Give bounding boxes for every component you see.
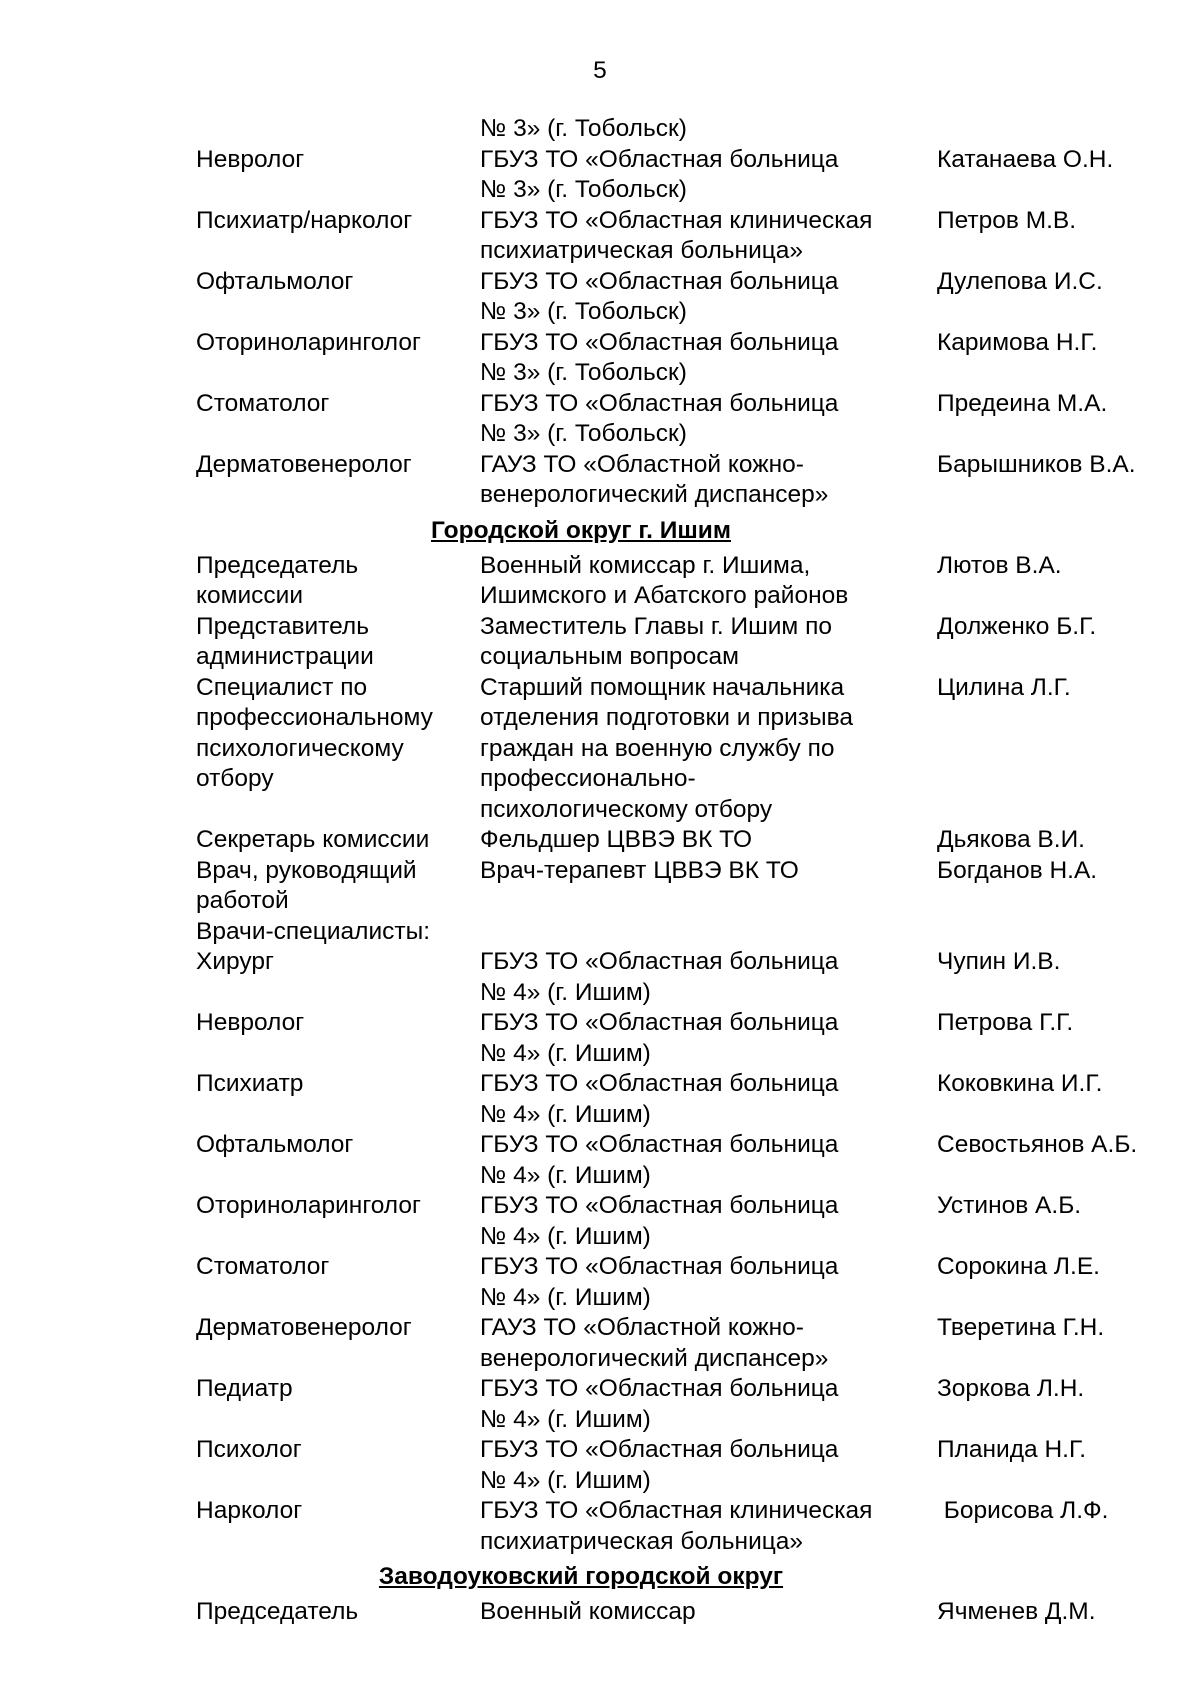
organization-line: № 3» (г. Тобольск) — [480, 420, 687, 447]
organization-cell — [480, 1496, 937, 1557]
table-row — [196, 1597, 1176, 1628]
person-name: Петров М.В. — [937, 206, 1077, 234]
organization-line: Старший помощник начальника — [480, 673, 845, 701]
person-name: Зоркова Л.Н. — [937, 1375, 1085, 1402]
organization-line: ГБУЗ ТО «Областная больница — [480, 145, 839, 173]
organization-line: венерологический диспансер» — [480, 481, 829, 508]
table-row — [196, 947, 1176, 1008]
table-row — [196, 450, 1176, 511]
organization-cell — [480, 145, 937, 206]
specialists-label-row — [196, 917, 1176, 948]
table-row — [196, 673, 1176, 826]
role-line: Секретарь комиссии — [196, 826, 430, 853]
organization-cell — [480, 1008, 937, 1069]
section-heading-ishim: Городской округ г. Ишим — [431, 516, 731, 544]
table-row — [196, 206, 1176, 267]
role-cell — [196, 450, 480, 481]
organization-line: ГБУЗ ТО «Областная больница — [480, 1131, 839, 1158]
table-row — [196, 1374, 1176, 1435]
role-line: Стоматолог — [196, 389, 330, 417]
organization-line: Военный комиссар — [480, 1598, 696, 1625]
table-row — [196, 1008, 1176, 1069]
role-line: отбору — [196, 765, 274, 792]
role-line: комиссии — [196, 582, 304, 609]
table-row — [196, 267, 1176, 328]
organization-line: ГБУЗ ТО «Областная больница — [480, 1436, 839, 1463]
table-row — [196, 328, 1176, 389]
organization-line: Заместитель Главы г. Ишим по — [480, 612, 832, 640]
organization-line: ГБУЗ ТО «Областная больница — [480, 1192, 839, 1219]
organization-line: № 4» (г. Ишим) — [480, 978, 651, 1006]
organization-line: № 4» (г. Ишим) — [480, 1283, 651, 1311]
continuation-row — [196, 114, 1176, 145]
section-tobolsk-specialists — [196, 145, 1176, 511]
organization-line: № 4» (г. Ишим) — [480, 1100, 651, 1128]
role-cell — [196, 1252, 480, 1283]
role-cell — [196, 551, 480, 612]
table-row — [196, 1130, 1176, 1191]
organization-line: ГБУЗ ТО «Областная больница — [480, 1070, 839, 1097]
role-line: Психиатр — [196, 1070, 304, 1097]
person-name: Долженко Б.Г. — [937, 612, 1097, 640]
person-name: Дулепова И.С. — [937, 267, 1103, 295]
page-number: 5 — [593, 57, 607, 84]
role-cell — [196, 856, 480, 917]
table-row — [196, 1252, 1176, 1313]
organization-line: Врач-терапевт ЦВВЭ ВК ТО — [480, 856, 799, 884]
organization-line: Фельдшер ЦВВЭ ВК ТО — [480, 826, 753, 853]
role-cell — [196, 612, 480, 673]
person-name: Чупин И.В. — [937, 948, 1061, 975]
role-line: Стоматолог — [196, 1253, 330, 1280]
role-cell — [196, 328, 480, 359]
org-name: № 3» (г. Тобольск) — [480, 115, 687, 142]
organization-cell — [480, 1130, 937, 1191]
organization-line: социальным вопросам — [480, 643, 739, 670]
specialists-label: Врачи-специалисты: — [196, 917, 431, 945]
organization-cell — [480, 612, 937, 673]
organization-cell — [480, 1597, 937, 1628]
organization-line: № 4» (г. Ишим) — [480, 1039, 651, 1067]
organization-line: № 4» (г. Ишим) — [480, 1405, 651, 1433]
organization-cell — [480, 825, 937, 856]
role-line: Невролог — [196, 1009, 305, 1036]
organization-line: ГБУЗ ТО «Областная клиническая — [480, 206, 873, 234]
role-line: Представитель — [196, 612, 369, 640]
section-ishim-specialists — [196, 947, 1176, 1557]
role-line: Нарколог — [196, 1497, 303, 1524]
organization-cell — [480, 1435, 937, 1496]
section-ishim-staff — [196, 551, 1176, 917]
role-line: Дерматовенеролог — [196, 450, 412, 478]
role-cell — [196, 825, 480, 856]
organization-line: ГБУЗ ТО «Областная больница — [480, 267, 839, 295]
organization-cell — [480, 267, 937, 328]
role-line: Психиатр/нарколог — [196, 206, 413, 234]
organization-line: Военный комиссар г. Ишима, — [480, 551, 811, 579]
table-row — [196, 1435, 1176, 1496]
organization-cell — [480, 551, 937, 612]
organization-line: ГАУЗ ТО «Областной кожно- — [480, 450, 804, 478]
table-row — [196, 856, 1176, 917]
person-name: Борисова Л.Ф. — [937, 1497, 1109, 1524]
table-row — [196, 825, 1176, 856]
commission-list — [196, 114, 1176, 1628]
person-name: Катанаева О.Н. — [937, 145, 1114, 173]
person-name: Предеина М.А. — [937, 389, 1108, 417]
table-row — [196, 551, 1176, 612]
role-line: администрации — [196, 643, 374, 670]
role-line: Оториноларинголог — [196, 328, 421, 356]
role-cell — [196, 1313, 480, 1344]
person-name: Барышников В.А. — [937, 450, 1136, 478]
role-cell — [196, 1191, 480, 1222]
role-cell — [196, 673, 480, 795]
organization-line: № 4» (г. Ишим) — [480, 1222, 651, 1250]
person-name: Коковкина И.Г. — [937, 1070, 1103, 1097]
organization-cell — [480, 1252, 937, 1313]
organization-cell — [480, 450, 937, 511]
organization-cell — [480, 1313, 937, 1374]
role-cell — [196, 1435, 480, 1466]
organization-cell — [480, 673, 937, 826]
role-line: Невролог — [196, 145, 305, 173]
role-line: Председатель — [196, 551, 359, 579]
section-zavodoukovsk — [196, 1597, 1176, 1628]
organization-line: ГБУЗ ТО «Областная больница — [480, 1375, 839, 1402]
person-name: Богданов Н.А. — [937, 856, 1098, 884]
role-line: Педиатр — [196, 1375, 293, 1402]
organization-line: № 3» (г. Тобольск) — [480, 176, 687, 203]
organization-line: ГБУЗ ТО «Областная больница — [480, 948, 839, 975]
table-row — [196, 145, 1176, 206]
role-line: работой — [196, 887, 289, 914]
role-cell — [196, 1496, 480, 1527]
role-cell — [196, 1374, 480, 1405]
organization-line: ГБУЗ ТО «Областная больница — [480, 328, 839, 356]
person-name: Планида Н.Г. — [937, 1436, 1087, 1463]
role-cell — [196, 1069, 480, 1100]
organization-line: ГБУЗ ТО «Областная больница — [480, 1009, 839, 1036]
person-name: Цилина Л.Г. — [937, 673, 1071, 701]
person-name: Севостьянов А.Б. — [937, 1131, 1138, 1158]
table-row — [196, 612, 1176, 673]
organization-line: № 4» (г. Ишим) — [480, 1161, 651, 1189]
table-row — [196, 1069, 1176, 1130]
role-line: Врач, руководящий — [196, 856, 417, 884]
table-row — [196, 1191, 1176, 1252]
role-line: Специалист по — [196, 673, 368, 701]
role-cell — [196, 1597, 480, 1628]
organization-cell — [480, 389, 937, 450]
organization-line: № 4» (г. Ишим) — [480, 1466, 651, 1494]
organization-cell — [480, 328, 937, 389]
role-line: психологическому — [196, 734, 404, 762]
role-cell — [196, 267, 480, 298]
organization-line: граждан на военную службу по — [480, 734, 835, 762]
person-name: Сорокина Л.Е. — [937, 1253, 1100, 1280]
organization-line: отделения подготовки и призыва — [480, 704, 854, 731]
organization-line: ГБУЗ ТО «Областная больница — [480, 1253, 839, 1280]
person-name: Тверетина Г.Н. — [937, 1314, 1105, 1341]
role-line: Председатель — [196, 1598, 359, 1625]
person-name: Лютов В.А. — [937, 551, 1062, 579]
organization-line: ГБУЗ ТО «Областная клиническая — [480, 1497, 873, 1524]
organization-cell — [480, 206, 937, 267]
organization-line: № 3» (г. Тобольск) — [480, 298, 687, 325]
person-name: Ячменев Д.М. — [937, 1598, 1096, 1625]
organization-line: психиатрическая больница» — [480, 237, 804, 264]
person-name: Каримова Н.Г. — [937, 328, 1098, 356]
role-line: профессиональному — [196, 704, 433, 731]
role-cell — [196, 389, 480, 420]
role-cell — [196, 1130, 480, 1161]
person-name: Устинов А.Б. — [937, 1192, 1082, 1219]
organization-cell — [480, 856, 937, 887]
table-row — [196, 1313, 1176, 1374]
role-line: Хирург — [196, 948, 274, 975]
organization-line: психологическому отбору — [480, 795, 773, 823]
organization-cell — [480, 1069, 937, 1130]
organization-line: ГАУЗ ТО «Областной кожно- — [480, 1314, 804, 1341]
role-line: Офтальмолог — [196, 267, 354, 295]
role-line: Дерматовенеролог — [196, 1314, 412, 1341]
role-cell — [196, 145, 480, 176]
organization-cell — [480, 1374, 937, 1435]
organization-cell — [480, 947, 937, 1008]
organization-line: ГБУЗ ТО «Областная больница — [480, 389, 839, 417]
table-row — [196, 389, 1176, 450]
role-cell — [196, 1008, 480, 1039]
organization-line: венерологический диспансер» — [480, 1344, 829, 1372]
role-cell — [196, 206, 480, 237]
organization-line: Ишимского и Абатского районов — [480, 582, 849, 609]
person-name: Петрова Г.Г. — [937, 1009, 1074, 1036]
section-heading-zavodoukovsk: Заводоуковский городской округ — [378, 1563, 784, 1590]
organization-line: № 3» (г. Тобольск) — [480, 359, 687, 386]
role-line: Психолог — [196, 1436, 302, 1463]
table-row — [196, 1496, 1176, 1557]
role-line: Оториноларинголог — [196, 1192, 421, 1219]
organization-cell — [480, 1191, 937, 1252]
organization-line: психиатрическая больница» — [480, 1527, 804, 1555]
role-line: Офтальмолог — [196, 1131, 354, 1158]
person-name: Дьякова В.И. — [937, 826, 1085, 853]
organization-line: профессионально- — [480, 765, 696, 792]
role-cell — [196, 947, 480, 978]
